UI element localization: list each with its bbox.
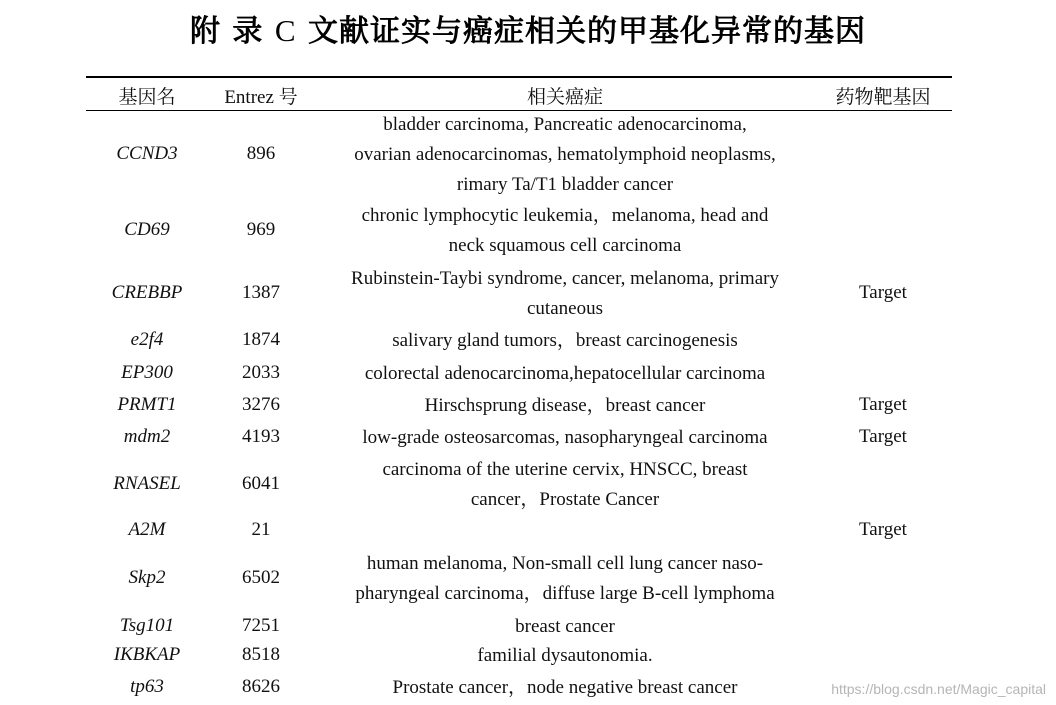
entrez-id-cell: 21	[251, 519, 271, 540]
related-cancer-cell	[320, 455, 810, 515]
gene-name-cell: IKBKAP	[113, 644, 181, 665]
title-text: 文献证实与癌症相关的甲基化异常的基因	[308, 14, 867, 49]
gene-name-cell: CREBBP	[111, 282, 183, 303]
related-cancer-cell	[320, 264, 810, 324]
gene-name-cell: A2M	[128, 519, 166, 540]
cancer-line: cancer，Prostate Cancer	[470, 489, 660, 510]
header-related-cancer: 相关癌症	[526, 87, 603, 108]
gene-name-cell: mdm2	[123, 426, 171, 447]
cancer-line: pharyngeal carcinoma，diffuse large B-cell lymphoma	[355, 583, 775, 604]
cancer-line: low-grade osteosarcomas, nasopharyngeal carcinoma	[362, 427, 768, 448]
entrez-id-cell: 8518	[242, 644, 280, 665]
related-cancer-cell	[320, 359, 810, 389]
entrez-id-cell: 4193	[242, 426, 280, 447]
cancer-line: chronic lymphocytic leukemia，melanoma, head and	[361, 205, 769, 226]
cancer-line: familial dysautonomia.	[477, 645, 653, 666]
cancer-line: ovarian adenocarcinomas, hematolymphoid neoplasms,	[354, 144, 776, 165]
related-cancer-cell	[320, 110, 810, 200]
entrez-id-cell: 2033	[242, 362, 280, 383]
cancer-line: neck squamous cell carcinoma	[448, 235, 682, 256]
drug-target-cell: Target	[859, 394, 907, 415]
gene-name-cell: EP300	[121, 362, 173, 383]
header-gene-name: 基因名	[118, 87, 176, 108]
related-cancer-cell	[320, 423, 810, 453]
cancer-line: Prostate cancer，node negative breast cancer	[392, 677, 738, 698]
related-cancer-cell	[320, 549, 810, 609]
entrez-id-cell: 6502	[242, 567, 280, 588]
cancer-line: rimary Ta/T1 bladder cancer	[456, 174, 674, 195]
gene-name-cell: e2f4	[130, 329, 164, 350]
drug-target-cell: Target	[859, 282, 907, 303]
gene-name-cell: PRMT1	[117, 394, 177, 415]
gene-name-cell: Tsg101	[119, 615, 175, 636]
header-drug-target: 药物靶基因	[835, 87, 931, 108]
cancer-line: human melanoma, Non-small cell lung cancer naso-	[366, 553, 764, 574]
entrez-id-cell: 8626	[242, 676, 280, 697]
cancer-line: carcinoma of the uterine cervix, HNSCC, breast	[382, 459, 748, 480]
related-cancer-cell	[320, 612, 810, 642]
entrez-id-cell: 1874	[242, 329, 280, 350]
related-cancer-cell	[320, 641, 810, 671]
entrez-id-cell: 7251	[242, 615, 280, 636]
header-entrez-id: Entrez 号	[224, 87, 298, 108]
cancer-line: salivary gland tumors，breast carcinogenesis	[392, 330, 738, 351]
title-prefix: 附 录	[189, 14, 264, 49]
cancer-line: bladder carcinoma, Pancreatic adenocarcinoma,	[383, 114, 747, 135]
cancer-line: breast cancer	[515, 616, 615, 637]
cancer-line: Rubinstein-Taybi syndrome, cancer, melanoma, primary	[351, 268, 779, 289]
appendix-title	[0, 6, 1056, 50]
table-top-rule	[86, 76, 952, 78]
entrez-id-cell: 1387	[242, 282, 280, 303]
entrez-id-cell: 896	[246, 143, 276, 164]
gene-name-cell: CD69	[124, 219, 170, 240]
gene-name-cell: CCND3	[116, 143, 178, 164]
related-cancer-cell	[320, 673, 810, 703]
entrez-id-cell: 969	[246, 219, 276, 240]
drug-target-cell: Target	[859, 519, 907, 540]
gene-name-cell: RNASEL	[113, 473, 181, 494]
related-cancer-cell	[320, 391, 810, 421]
related-cancer-cell	[320, 326, 810, 356]
entrez-id-cell: 6041	[242, 473, 280, 494]
gene-name-cell: tp63	[130, 676, 164, 697]
gene-name-cell: Skp2	[128, 567, 166, 588]
watermark: https://blog.csdn.net/Magic_capital	[831, 681, 1046, 697]
related-cancer-cell	[320, 201, 810, 261]
cancer-line: colorectal adenocarcinoma,hepatocellular carcinoma	[364, 363, 766, 384]
cancer-line: cutaneous	[527, 298, 603, 319]
title-letter: C	[274, 13, 297, 48]
entrez-id-cell: 3276	[242, 394, 280, 415]
cancer-line: Hirschsprung disease，breast cancer	[424, 395, 706, 416]
drug-target-cell: Target	[859, 426, 907, 447]
